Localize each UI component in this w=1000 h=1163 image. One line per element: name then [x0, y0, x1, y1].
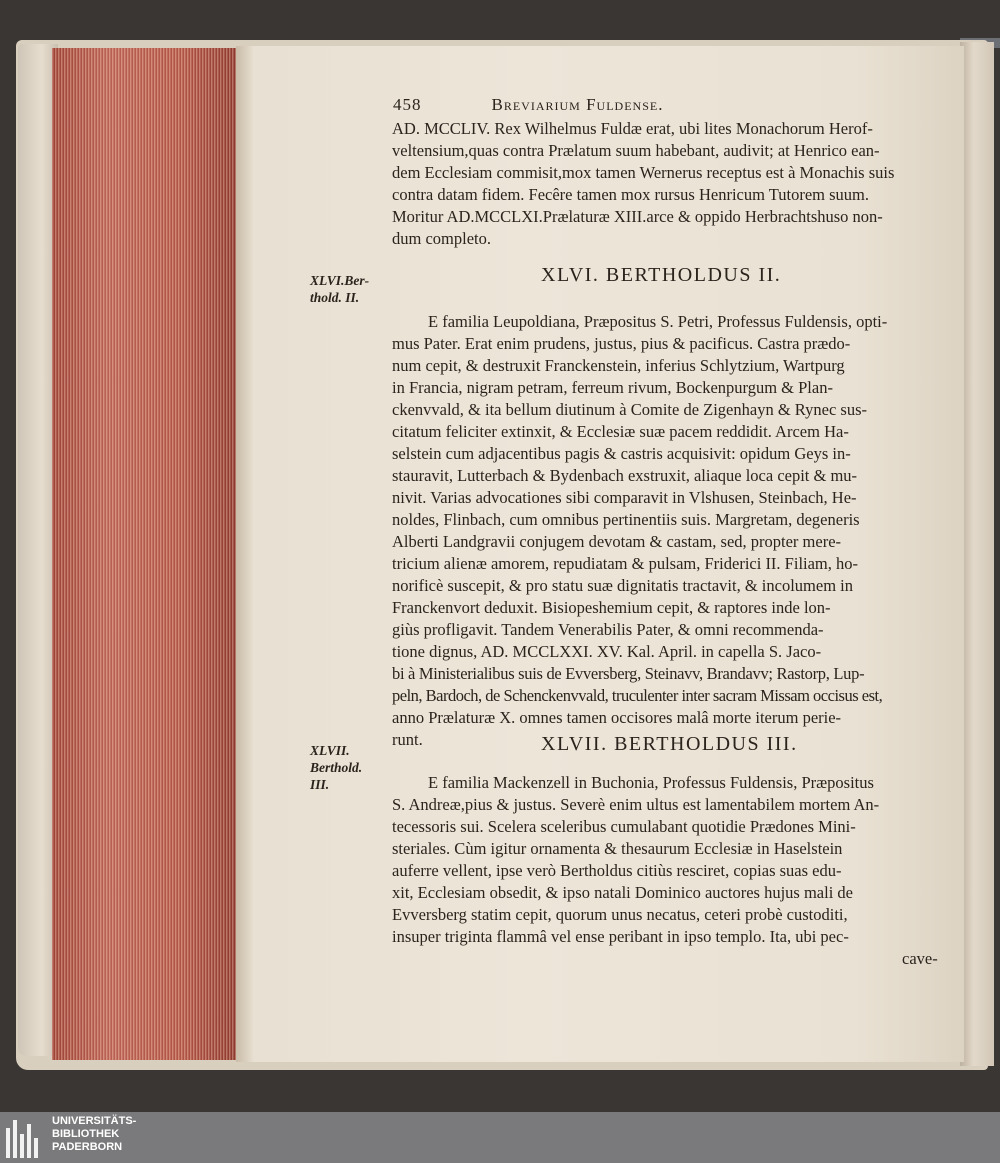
text-line: nivit. Varias advocationes sibi comparavit in Vlshusen, Steinbach, He-	[392, 488, 857, 507]
margin-note-line: III.	[310, 777, 330, 792]
library-name-line: UNIVERSITÄTS-	[52, 1115, 137, 1127]
text-line: veltensium,quas contra Prælatum suum habebant, audivit; at Henrico ean-	[392, 141, 880, 160]
text-line: in Francia, nigram petram, ferreum rivum, Bockenpurgum & Plan-	[392, 378, 833, 397]
page-edges	[52, 48, 238, 1060]
text-line: cave-	[902, 949, 938, 968]
margin-note-line: XLVI.Ber-	[310, 273, 370, 288]
text-line: runt.	[392, 730, 423, 749]
paragraph-2	[392, 311, 887, 751]
running-header	[393, 95, 663, 115]
text-line: num cepit, & destruxit Franckenstein, inferius Schlytzium, Wartpurg	[392, 356, 845, 375]
text-line: citatum feliciter extinxit, & Ecclesiæ suæ pacem reddidit. Arcem Ha-	[392, 422, 849, 441]
section-heading-1: XLVI. BERTHOLDUS II.	[541, 264, 782, 286]
page-number: 458	[393, 95, 422, 114]
running-head-title: Breviarium Fuldense.	[491, 95, 664, 114]
footer-bar	[0, 1112, 1000, 1163]
text-line: ckenvvald, & ita bellum diutinum à Comite de Zigenhayn & Rynec sus-	[392, 400, 867, 419]
facing-page-edge	[960, 42, 994, 1066]
text-line: selstein cum adjacentibus pagis & castris acquisivit: opidum Geys in-	[392, 444, 851, 463]
text-line: bi à Ministerialibus suis de Evversberg, Steinavv, Brandavv; Rastorp, Lup-	[392, 664, 865, 683]
paragraph-3	[392, 772, 938, 970]
margin-note-line: XLVII.	[310, 743, 350, 758]
text-line: insuper triginta flammâ vel ense peribant in ipso templo. Ita, ubi pec-	[392, 927, 849, 946]
text-line: Moritur AD.MCCLXI.Prælaturæ XIII.arce & oppido Herbrachtshuso non-	[392, 207, 883, 226]
text-line: xit, Ecclesiam obsedit, & ipso natali Dominico auctores hujus mali de	[392, 883, 853, 902]
library-name-line: PADERBORN	[52, 1141, 123, 1153]
margin-note-line: thold. II.	[310, 290, 360, 305]
paragraph-1	[392, 118, 894, 250]
text-line: E familia Mackenzell in Buchonia, Professus Fuldensis, Præpositus	[428, 773, 874, 792]
margin-note-line: Berthold.	[310, 760, 363, 775]
margin-note-2	[310, 742, 362, 793]
text-line: peln, Bardoch, de Schenckenvvald, truculenter inter sacram Missam occisus est,	[392, 686, 883, 705]
text-line: tecessoris sui. Scelera sceleribus cumulabant quotidie Prædones Mini-	[392, 817, 856, 836]
text-line: steriales. Cùm igitur ornamenta & thesaurum Ecclesiæ in Haselstein	[392, 839, 843, 858]
text-line: tricium alienæ amorem, repudiatam & pulsam, Friderici II. Filiam, ho-	[392, 554, 859, 573]
text-line: E familia Leupoldiana, Præpositus S. Petri, Professus Fuldensis, opti-	[428, 312, 888, 331]
margin-note-1	[310, 272, 369, 306]
library-name	[52, 1115, 136, 1154]
text-line: norificè suscepit, & pro statu suæ dignitatis tractavit, & incolumem in	[392, 576, 854, 595]
text-line: anno Prælaturæ X. omnes tamen occisores malâ morte iterum perie-	[392, 708, 842, 727]
text-line: AD. MCCLIV. Rex Wilhelmus Fuldæ erat, ubi lites Monachorum Herof-	[392, 119, 873, 138]
text-line: dem Ecclesiam commisit,mox tamen Wernerus receptus est à Monachis suis	[392, 163, 895, 182]
library-logo-icon	[6, 1116, 46, 1158]
text-line: stauravit, Lutterbach & Bydenbach exstruxit, aliaque loca cepit & mu-	[392, 466, 858, 485]
text-line: contra datam fidem. Fecêre tamen mox rursus Henricum Tutorem suum.	[392, 185, 870, 204]
text-line: giùs profligavit. Tandem Venerabilis Pater, & omni recommenda-	[392, 620, 824, 639]
text-line: dum completo.	[392, 229, 491, 248]
text-line: tione dignus, AD. MCCLXXI. XV. Kal. April. in capella S. Jaco-	[392, 642, 822, 661]
section-heading-2: XLVII. BERTHOLDUS III.	[541, 733, 798, 755]
text-line: auferre vellent, ipse verò Bertholdus citiùs resciret, copias suas edu-	[392, 861, 842, 880]
text-line: Evversberg statim cepit, quorum unus necatus, ceteri probè custoditi,	[392, 905, 848, 924]
text-line: S. Andreæ,pius & justus. Severè enim ultus est lamentabilem mortem An-	[392, 795, 880, 814]
text-line: Alberti Landgravii conjugem devotam & castam, sed, propter mere-	[392, 532, 842, 551]
text-line: Franckenvort deduxit. Bisiopeshemium cepit, & raptores inde lon-	[392, 598, 831, 617]
library-name-line: BIBLIOTHEK	[52, 1128, 120, 1140]
text-line: mus Pater. Erat enim prudens, justus, pius & pacificus. Castra prædo-	[392, 334, 851, 353]
text-line: noldes, Flinbach, cum omnibus pertinentiis suis. Margretam, degeneris	[392, 510, 860, 529]
